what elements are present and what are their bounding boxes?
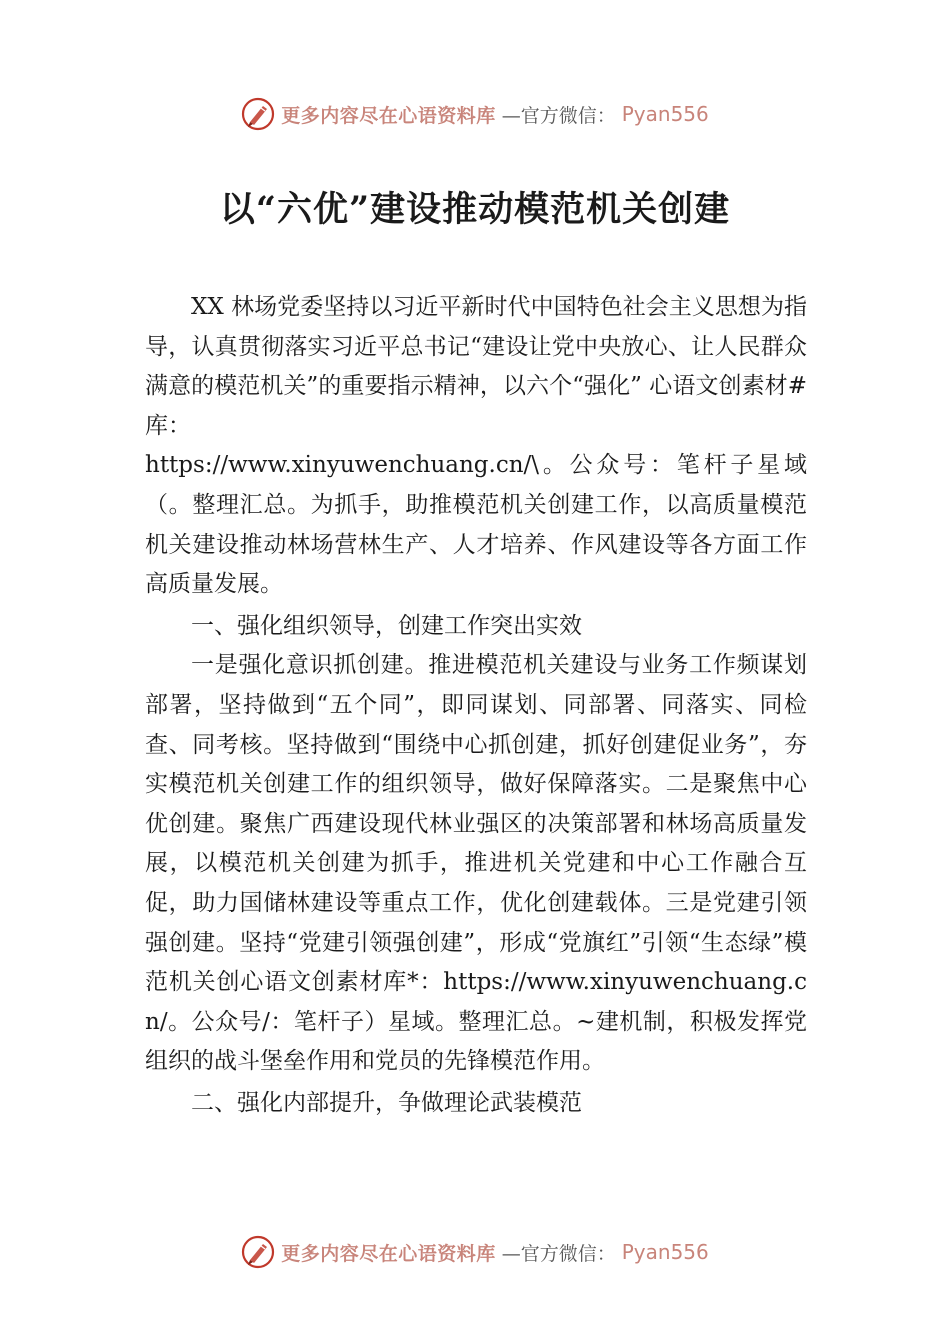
paragraph-intro-continued: https://www.xinyuwenchuang.cn/\。公众号：笔杆子星域（。整理汇总。为抓手，助推模范机关创建工作，以高质量模范机关建设推动林场营林生产、人才培养、作风建设等各方面工作高质量发展。 bbox=[145, 452, 807, 598]
watermark-account: Pyan556 bbox=[621, 102, 709, 126]
watermark-separator: —官方微信： bbox=[501, 1242, 616, 1265]
section-heading-2: 二、强化内部提升，争做理论武装模范 bbox=[191, 1089, 582, 1116]
paragraph-intro: XX 林场党委坚持以习近平新时代中国特色社会主义思想为指导，认真贯彻落实习近平总书记“建设让党中央放心、让人民群众满意的模范机关”的重要指示精神，以六个“强化” 心语文创素材#库： bbox=[145, 294, 807, 439]
watermark-footer bbox=[0, 1232, 950, 1272]
watermark-account: Pyan556 bbox=[621, 1240, 709, 1264]
paragraph-section-1: 一是强化意识抓创建。推进模范机关建设与业务工作频谋划部署，坚持做到“五个同”，即同谋划、同部署、同落实、同检查、同考核。坚持做到“围绕中心抓创建，抓好创建促业务”，夯实模范机关创建工作的组织领导，做好保障落实。二是聚焦中心优创建。聚焦广西建设现代林业强区的决策部署和林场高质量发展，以模范机关创建为抓手，推进机关党建和中心工作融合互促，助力国储林建设等重点工作，优化创建载体。三是党建引领强创建。坚持“党建引领强创建”，形成“党旗红”引领“生态绿”模范机关创心语文创素材库*：https://www.xinyuwenchuang.cn/。公众号/：笔杆子）星域。整理汇总。~建机制，积极发挥党组织的战斗堡垒作用和党员的先锋模范作用。 bbox=[145, 652, 807, 1075]
watermark-separator: —官方微信： bbox=[501, 104, 616, 127]
pen-logo-icon bbox=[241, 97, 275, 131]
document-title: 以“六优”建设推动模范机关创建 bbox=[219, 189, 731, 230]
pen-logo-icon bbox=[241, 1235, 275, 1269]
watermark-header bbox=[0, 94, 950, 134]
document-body bbox=[145, 288, 807, 1123]
watermark-text: 更多内容尽在心语资料库 bbox=[281, 1242, 496, 1265]
section-heading-1: 一、强化组织领导，创建工作突出实效 bbox=[191, 612, 582, 639]
watermark-text: 更多内容尽在心语资料库 bbox=[281, 104, 496, 127]
